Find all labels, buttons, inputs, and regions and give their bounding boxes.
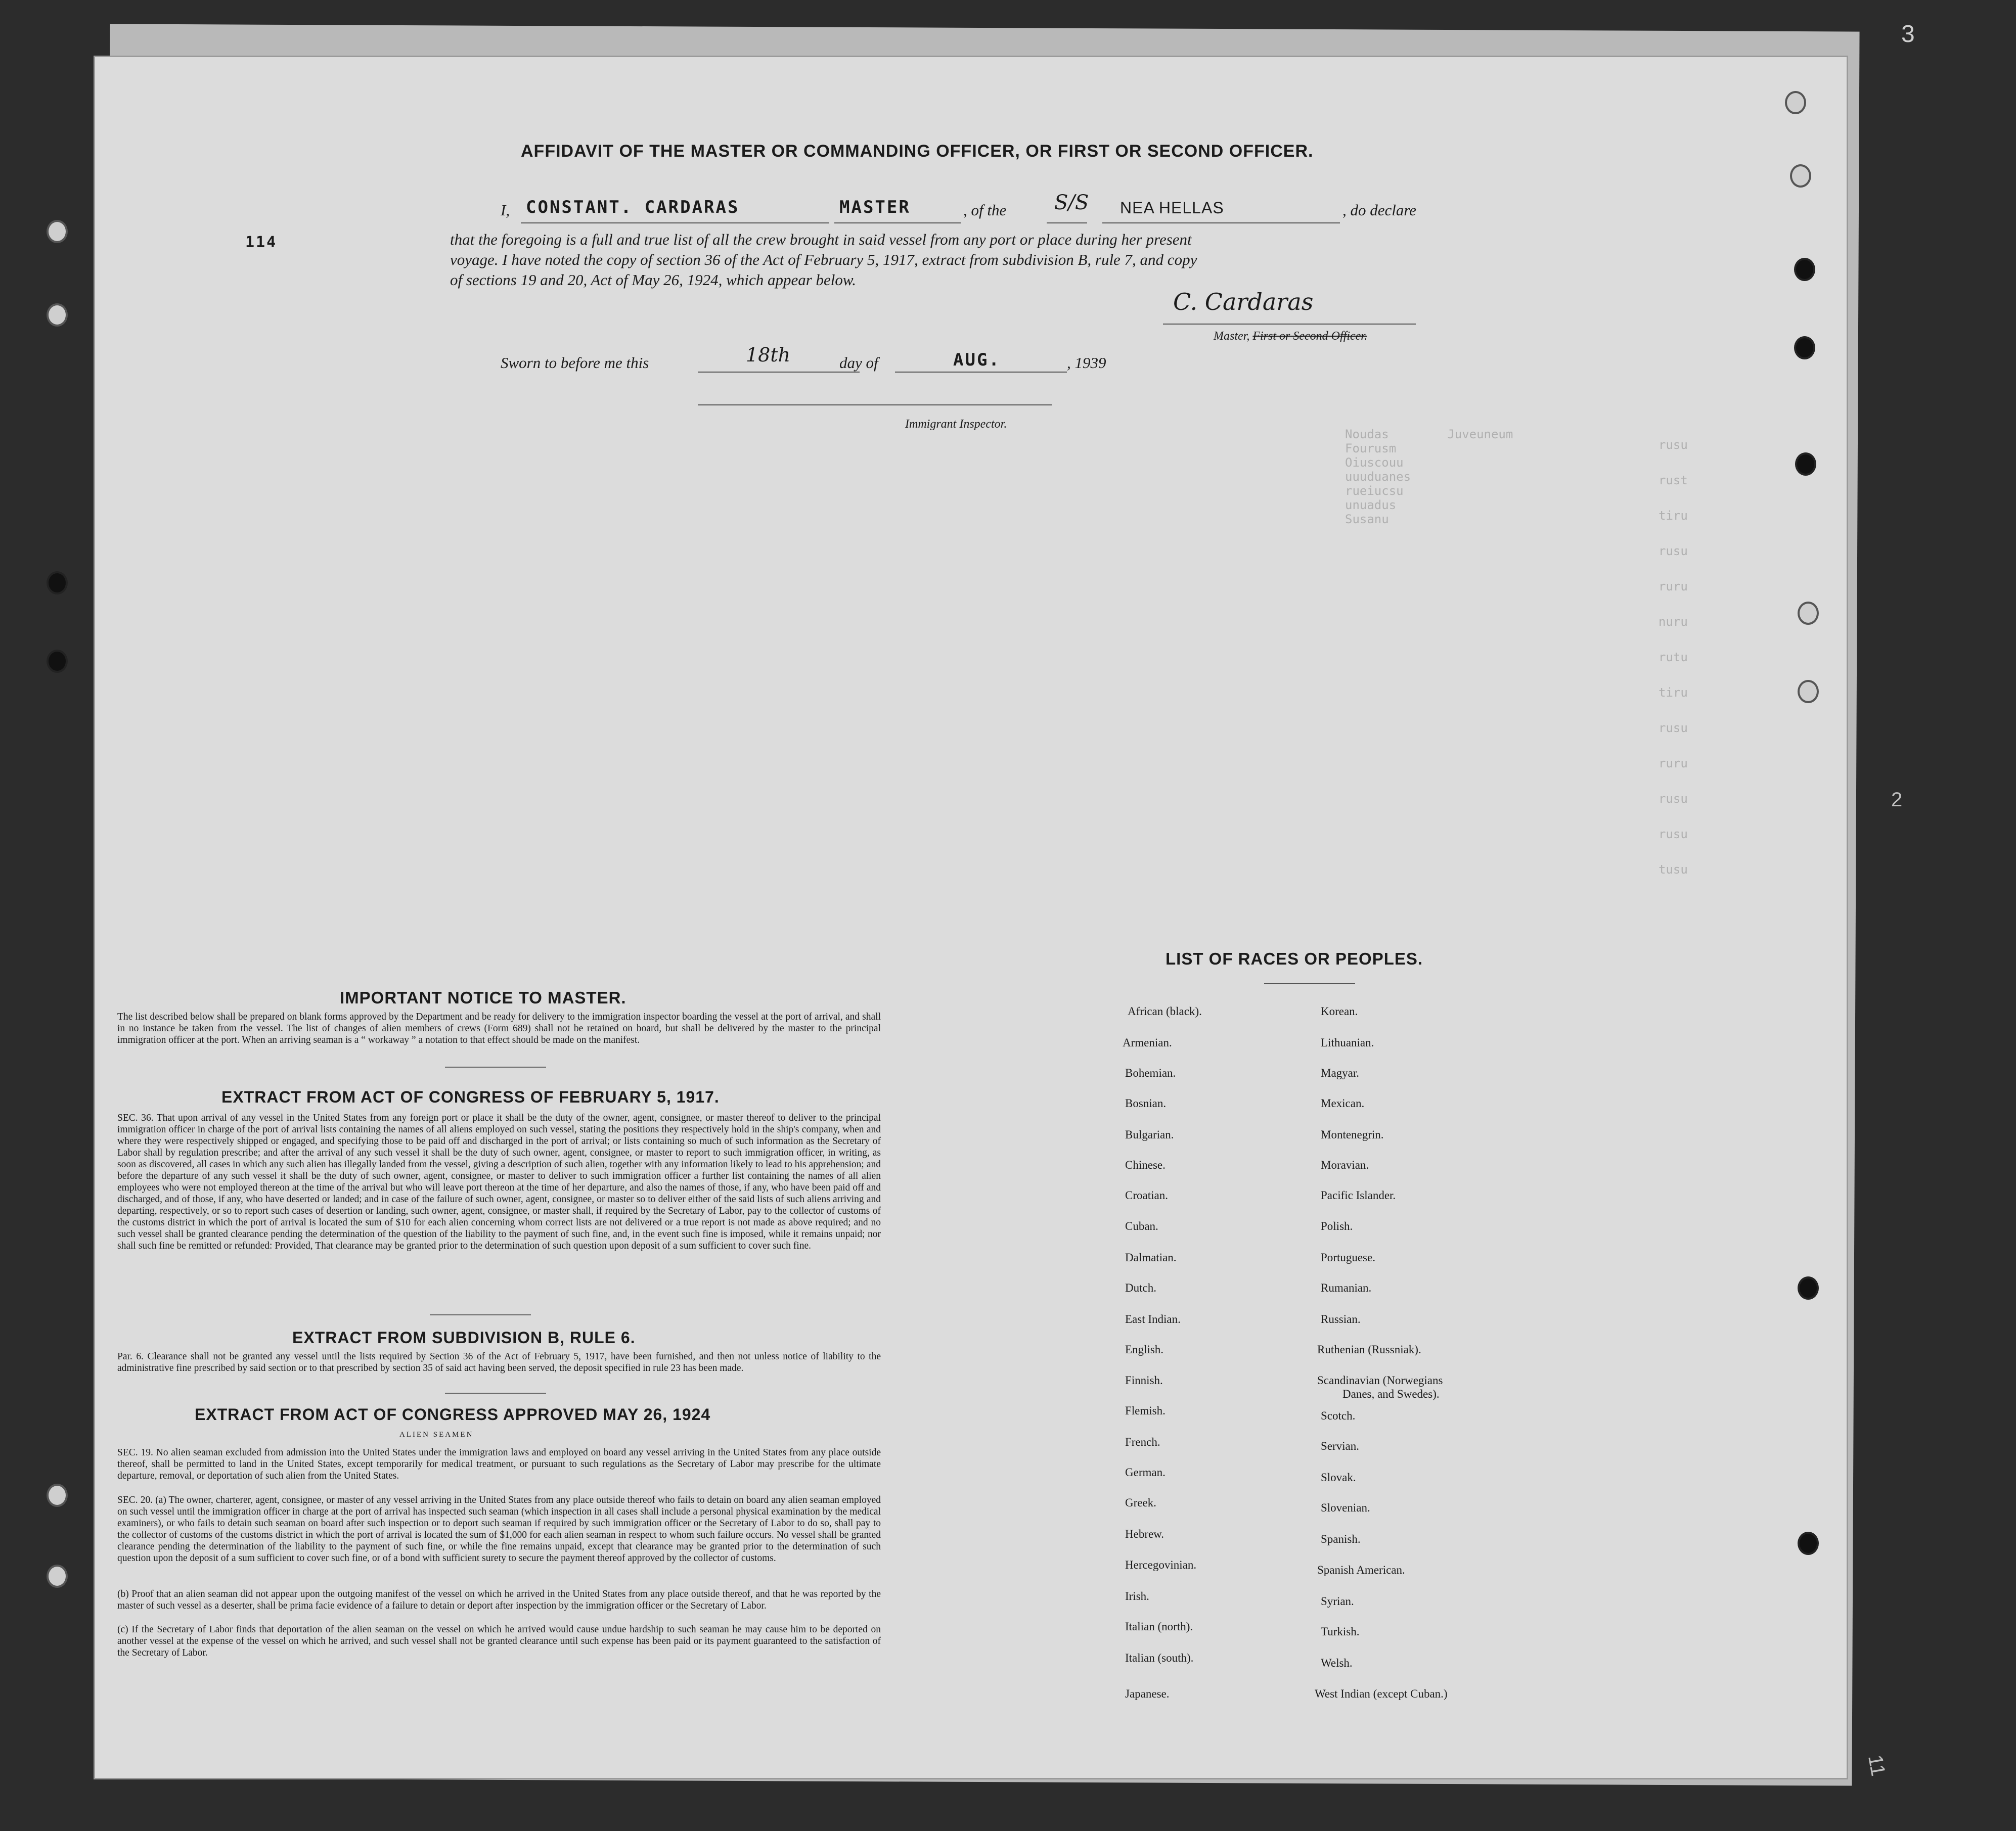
vessel-type: S/S — [1054, 191, 1089, 214]
blank-line — [1102, 222, 1340, 223]
race-right-item: Korean. — [1321, 1005, 1358, 1018]
master-signature: C. Cardaras — [1173, 288, 1314, 315]
alien-seamen-subtitle: ALIEN SEAMEN — [399, 1431, 474, 1439]
blank-line — [895, 372, 1067, 373]
race-left-item: Greek. — [1125, 1496, 1156, 1509]
extract-1924-sec20c: (c) If the Secretary of Labor finds that deportation of the alien seaman on the vessel on which he arrived would cause undue hardship to such seaman he may cause him to be deported on another vessel at the expense of the vessel on which he arrived, and such vessel shall not be granted clearance until such expense has been paid or its payment guaranteed to the satisfaction of the Secretary of Labor. — [117, 1624, 881, 1658]
do-declare-label: , do declare — [1342, 201, 1417, 219]
extract-1917-body: SEC. 36. That upon arrival of any vessel in the United States from any foreign port or place it shall be the duty of the owner, agent, consignee, or master thereof to deliver to the principal immigration officer in charge of the port of arrival lists containing the names of all aliens employed on such vessel, stating the positions they respectively hold in the ship's company, when and where they were respectively shipped or engaged, and specifying those to be paid off and discharged in the port of arrival; or lists containing so much of such information as the Secretary of Labor shall by regulation prescribe; and after the arrival of any such vessel it shall be the duty of such owner, agent, consignee, or master to report to such immigration officer, in writing, as soon as discovered, all cases in which any such alien has illegally landed from the vessel, giving a description of such alien, together with any information likely to lead to his apprehension; and before the departure of any such vessel it shall be the duty of such owner, agent, consignee, or master to deliver to such immigration officer a further list containing the names of all alien employees who were not employed thereon at the time of the arrival but who will leave port thereon at the time of her departure, and also the names of those, if any, who have been paid off and discharged, and of those, if any, who have deserted or landed; and in case of the failure of such owner, agent, consignee, or master so to deliver either of the said lists of such aliens arriving and departing, respectively, or so to report such cases of desertion or landing, such owner, agent, consignee, or master shall, if required by the Secretary of Labor, pay to the collector of customs of the customs district in which the port of arrival is located the sum of $10 for each alien concerning whom correct lists are not delivered or a true report is not made as above required; and no such vessel shall be granted clearance pending the determination of the question of the liability to the payment of such fine, and, in the event such fine is imposed, while it remains unpaid; nor shall such fine be remitted or refunded: Provided, That clearance may be granted prior to the determination of such question upon deposit of a sum sufficient to cover such fine. — [117, 1113, 881, 1251]
sworn-label: Sworn to before me this — [501, 354, 649, 372]
race-left-item: African (black). — [1128, 1005, 1202, 1018]
race-left-item: Japanese. — [1125, 1687, 1170, 1700]
race-left-item: Chinese. — [1125, 1159, 1166, 1171]
divider — [1264, 983, 1355, 984]
punch-hole — [47, 571, 68, 594]
race-left-item: Hebrew. — [1125, 1528, 1164, 1540]
race-right-item: Scandinavian (Norwegians — [1317, 1374, 1443, 1387]
punch-hole — [1785, 91, 1806, 114]
margin-mark: 11 — [1863, 1753, 1890, 1778]
rule6-title: EXTRACT FROM SUBDIVISION B, RULE 6. — [292, 1329, 636, 1347]
bleed-through-column: rusu rust tiru rusu ruru nuru rutu tiru rusu ruru rusu rusu tusu — [1659, 438, 1688, 877]
divider — [445, 1393, 546, 1394]
race-right-item: West Indian (except Cuban.) — [1315, 1687, 1448, 1700]
inspector-label: Immigrant Inspector. — [905, 418, 1007, 431]
race-left-item: Flemish. — [1125, 1404, 1166, 1417]
punch-hole — [1798, 680, 1819, 703]
punch-hole — [47, 1484, 68, 1507]
race-right-item: Spanish. — [1321, 1533, 1361, 1545]
race-left-item: Croatian. — [1125, 1189, 1168, 1202]
punch-hole — [1798, 1532, 1819, 1555]
sworn-month: AUG. — [953, 350, 1001, 370]
punch-hole — [1798, 602, 1819, 625]
race-right-item: Rumanian. — [1321, 1281, 1372, 1294]
punch-hole — [47, 303, 68, 327]
of-the-label: , of the — [963, 201, 1007, 219]
punch-hole — [1794, 258, 1815, 281]
sworn-day: 18th — [746, 344, 791, 366]
rule6-body: Par. 6. Clearance shall not be granted any vessel until the lists required by Section 36 of the Act of February 5, 1917, have been furnished, and then not unless notice of liability to the administrative fine prescribed by said section or to that prescribed by section 35 of said act having been served, the deposit specified in rule 23 has been made. — [117, 1351, 881, 1374]
notice-body: The list described below shall be prepared on blank forms approved by the Department and be ready for delivery to the immigration inspector boarding the vessel at the port of arrival, and shall in no instance be taken from the vessel. The list of changes of alien members of crews (Form 689) shall not be retained on board, but shall be delivered by the master to the principal immigration officer at the port. When an arriving seaman is a “ workaway ” a notation to that effect should be made on the manifest. — [117, 1012, 881, 1045]
race-left-item: French. — [1125, 1436, 1160, 1448]
signature-caption — [1214, 330, 1367, 343]
blank-line — [521, 222, 829, 223]
vessel-name: NEA HELLAS — [1120, 199, 1224, 217]
blank-line — [1047, 222, 1087, 223]
race-left-item: Bohemian. — [1125, 1067, 1176, 1079]
race-right-item: Welsh. — [1321, 1657, 1353, 1669]
affidavit-line-2: that the foregoing is a full and true list of all the crew brought in said vessel from any port or place during her present — [450, 231, 1192, 248]
race-left-item: Dalmatian. — [1125, 1251, 1177, 1264]
race-right-item: Pacific Islander. — [1321, 1189, 1396, 1202]
race-right-item: Syrian. — [1321, 1595, 1354, 1608]
margin-mark: 2 — [1891, 789, 1903, 811]
race-left-item: German. — [1125, 1466, 1166, 1479]
race-right-item: Magyar. — [1321, 1067, 1360, 1079]
page-number: 3 — [1901, 21, 1915, 48]
race-right-item: Montenegrin. — [1321, 1128, 1384, 1141]
race-left-item: Armenian. — [1123, 1036, 1172, 1049]
notice-title: IMPORTANT NOTICE TO MASTER. — [340, 988, 626, 1007]
race-right-item: Turkish. — [1321, 1625, 1360, 1638]
extract-1924-sec19: SEC. 19. No alien seaman excluded from admission into the United States under the immigration laws and employed on board any vessel arriving in the United States from any place outside thereof, shall be permitted to land in the United States, except temporarily for medical treatment, or pursuant to such regulations as the Secretary of Labor may prescribe for the ultimate departure, removal, or deportation of such alien from the United States. — [117, 1447, 881, 1481]
race-left-item: Irish. — [1125, 1590, 1149, 1603]
race-right-item: Spanish American. — [1317, 1564, 1405, 1576]
blank-line — [698, 372, 860, 373]
race-left-item: Italian (south). — [1125, 1652, 1194, 1664]
race-left-item: Finnish. — [1125, 1374, 1163, 1387]
race-left-item: Hercegovinian. — [1125, 1559, 1197, 1571]
race-right-item: Moravian. — [1321, 1159, 1369, 1171]
race-left-item: Dutch. — [1125, 1281, 1156, 1294]
signature-line — [1163, 324, 1416, 325]
race-left-item: Cuban. — [1125, 1220, 1158, 1232]
race-right-item: Ruthenian (Russniak). — [1317, 1343, 1421, 1356]
stamp-number: 114 — [245, 234, 278, 251]
extract-1924-sec20a: SEC. 20. (a) The owner, charterer, agent, consignee, or master of any vessel arriving in the United States from any place outside thereof who fails to detain on board any alien seaman employed on such vessel until the immigration officer in charge at the port of arrival has inspected such seaman (which inspection in all cases shall include a personal physical examination by the medical examiners), or who fails to detain such seaman on board after such inspection or to deport such seaman if required by such immigration officer or the Secretary of Labor to do so, shall pay to the collector of customs of the customs district in which the port of arrival is located the sum of $1,000 for each alien seaman in respect to whom such failure occurs. No vessel shall be granted clearance pending the determination of the liability to the payment of such fine, or while the fine remains unpaid, except that clearance may be granted prior to the determination of such question upon the deposit of a sum sufficient to cover such fine, or of a bond with sufficient surety to secure the payment thereof approved by the collector of customs. — [117, 1495, 881, 1564]
punch-hole — [1794, 336, 1815, 359]
race-right-item: Slovak. — [1321, 1471, 1356, 1484]
race-left-item: East Indian. — [1125, 1313, 1181, 1325]
punch-hole — [47, 1565, 68, 1588]
race-right-item: Polish. — [1321, 1220, 1353, 1232]
race-right-item: Slovenian. — [1321, 1501, 1370, 1514]
signature-caption-master: Master, — [1214, 330, 1253, 343]
race-left-item: Bulgarian. — [1125, 1128, 1174, 1141]
race-left-item: Bosnian. — [1125, 1097, 1167, 1110]
sworn-year: , 1939 — [1067, 354, 1106, 372]
affidavit-line-3: voyage. I have noted the copy of section 36 of the Act of February 5, 1917, extract from subdivision B, rule 7, and copy — [450, 251, 1197, 268]
inspector-signature-line — [698, 404, 1052, 405]
race-right-item: Russian. — [1321, 1313, 1361, 1325]
race-right-item: Lithuanian. — [1321, 1036, 1374, 1049]
bleed-through-text: Noudas Juveuneum Fourusm Oiuscouu uuuduanes rueiucsu unuadus Susanu — [1345, 427, 1513, 526]
affidavit-title: AFFIDAVIT OF THE MASTER OR COMMANDING OFFICER, OR FIRST OR SECOND OFFICER. — [521, 142, 1314, 161]
punch-hole — [1790, 164, 1811, 188]
affidavit-line-4: of sections 19 and 20, Act of May 26, 1924, which appear below. — [450, 271, 857, 289]
extract-1924-title: EXTRACT FROM ACT OF CONGRESS APPROVED MAY 26, 1924 — [195, 1405, 711, 1424]
race-left-item: Italian (north). — [1125, 1620, 1193, 1633]
race-right-item: Portuguese. — [1321, 1251, 1375, 1264]
punch-hole — [1795, 452, 1816, 476]
race-right-item: Scotch. — [1321, 1409, 1356, 1422]
extract-1917-title: EXTRACT FROM ACT OF CONGRESS OF FEBRUARY 5, 1917. — [221, 1088, 720, 1106]
day-of-label: day of — [839, 354, 878, 372]
races-title: LIST OF RACES OR PEOPLES. — [1166, 949, 1423, 968]
race-left-item: English. — [1125, 1343, 1164, 1356]
punch-hole — [47, 650, 68, 673]
divider — [445, 1067, 546, 1068]
blank-line — [834, 222, 961, 223]
punch-hole — [47, 220, 68, 243]
race-right-item: Servian. — [1321, 1440, 1360, 1452]
divider — [430, 1314, 531, 1315]
race-right-item: Mexican. — [1321, 1097, 1365, 1110]
punch-hole — [1798, 1276, 1819, 1300]
extract-1924-sec20b: (b) Proof that an alien seaman did not appear upon the outgoing manifest of the vessel on which he arrived in the United States from any place outside thereof, and that he was reported by the master of such vessel as a deserter, shall be prima facie evidence of a failure to detain or deport after inspection by the immigration officer or the Secretary of Labor. — [117, 1589, 881, 1611]
affidavit-i-label: I, — [501, 201, 510, 219]
master-rank: MASTER — [839, 197, 911, 217]
signature-caption-struck: First or Second Officer. — [1252, 330, 1367, 343]
master-name: CONSTANT. CARDARAS — [526, 197, 740, 217]
race-right-item: Danes, and Swedes). — [1342, 1388, 1440, 1400]
